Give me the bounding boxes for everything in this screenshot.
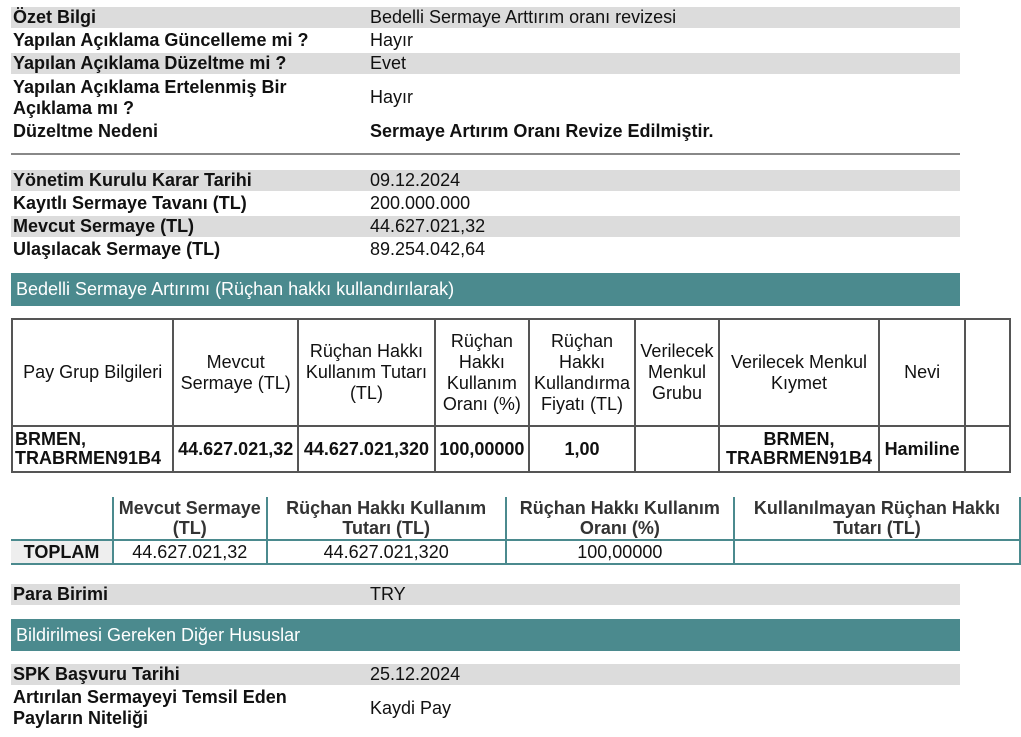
board-row-tavan xyxy=(11,193,960,214)
total-row-label: TOPLAM xyxy=(11,540,113,564)
currency-label: Para Birimi xyxy=(13,584,109,604)
cell-kullanim-tutari: 44.627.021,320 xyxy=(298,426,435,472)
cell-menkul-kiymet: BRMEN, TRABRMEN91B4 xyxy=(719,426,879,472)
other-row-spk xyxy=(11,664,960,685)
currency-row xyxy=(11,584,960,605)
total-cell-kullanim-orani: 100,00000 xyxy=(506,540,734,564)
other-value: 25.12.2024 xyxy=(370,664,461,684)
summary-row-duzeltme xyxy=(11,53,960,74)
summary-label: Yapılan Açıklama Güncelleme mi ? xyxy=(13,30,309,50)
summary-label: Yapılan Açıklama Düzeltme mi ? xyxy=(13,53,287,73)
share-group-table xyxy=(11,318,1011,473)
total-row xyxy=(11,540,1020,564)
total-cell-mevcut: 44.627.021,32 xyxy=(113,540,267,564)
board-label: Yönetim Kurulu Karar Tarihi xyxy=(13,170,252,190)
total-col-header-mevcut: Mevcut Sermaye (TL) xyxy=(113,497,267,540)
summary-row-guncelleme xyxy=(11,30,960,51)
col-header-overflow xyxy=(965,319,1010,426)
summary-row-ozet xyxy=(11,7,960,28)
summary-label-line1: Yapılan Açıklama Ertelenmiş Bir xyxy=(13,77,287,97)
other-row-nitelik xyxy=(11,687,960,731)
total-col-header-kullanim-orani: Rüçhan Hakkı Kullanım Oranı (%) xyxy=(506,497,734,540)
total-header-row xyxy=(11,497,1020,540)
board-value: 200.000.000 xyxy=(370,193,471,213)
col-header-menkul-kiymet: Verilecek Menkul Kıymet xyxy=(719,319,879,426)
col-header-kullanim-orani: Rüçhan Hakkı Kullanım Oranı (%) xyxy=(435,319,529,426)
col-header-kullanim-tutari: Rüçhan Hakkı Kullanım Tutarı (TL) xyxy=(298,319,435,426)
summary-label: Düzeltme Nedeni xyxy=(13,121,159,141)
section-header-bedelli xyxy=(11,273,960,306)
summary-value: Evet xyxy=(370,53,407,73)
cell-nevi: Hamiline xyxy=(879,426,965,472)
table-header-row xyxy=(12,319,1010,426)
other-value: Kaydi Pay xyxy=(370,698,452,718)
table-row xyxy=(12,426,1010,472)
summary-row-ertelenmis xyxy=(11,76,960,120)
other-label-line2: Payların Niteliği xyxy=(13,708,149,728)
cell-kullanim-orani: 100,00000 xyxy=(435,426,529,472)
board-row-mevcut xyxy=(11,216,960,237)
summary-row-neden xyxy=(11,121,960,142)
total-col-header-kullanim-tutari: Rüçhan Hakkı Kullanım Tutarı (TL) xyxy=(267,497,506,540)
summary-value: Hayır xyxy=(370,87,414,107)
other-label-line1: Artırılan Sermayeyi Temsil Eden xyxy=(13,687,287,707)
cell-fiyat: 1,00 xyxy=(529,426,635,472)
section-title: Bildirilmesi Gereken Diğer Hususlar xyxy=(16,624,301,645)
board-value: 09.12.2024 xyxy=(370,170,461,190)
col-header-pay-grup: Pay Grup Bilgileri xyxy=(12,319,173,426)
col-header-fiyat: Rüçhan Hakkı Kullandırma Fiyatı (TL) xyxy=(529,319,635,426)
board-row-karar xyxy=(11,170,960,191)
total-col-header-kullanilmayan: Kullanılmayan Rüçhan Hakkı Tutarı (TL) xyxy=(734,497,1020,540)
cell-overflow xyxy=(965,426,1010,472)
col-header-nevi: Nevi xyxy=(879,319,965,426)
summary-label-line2: Açıklama mı ? xyxy=(13,98,135,118)
cell-pay-grup: BRMEN, TRABRMEN91B4 xyxy=(12,426,173,472)
total-cell-kullanim-tutari: 44.627.021,320 xyxy=(267,540,506,564)
divider xyxy=(11,153,960,155)
cell-mevcut: 44.627.021,32 xyxy=(173,426,298,472)
summary-value: Bedelli Sermaye Arttırım oranı revizesi xyxy=(370,7,677,27)
board-label: Mevcut Sermaye (TL) xyxy=(13,216,195,236)
board-row-ulasilacak xyxy=(11,239,960,260)
section-title: Bedelli Sermaye Artırımı (Rüçhan hakkı kullandırılarak) xyxy=(16,279,455,299)
summary-value: Hayır xyxy=(370,30,414,50)
board-label: Kayıtlı Sermaye Tavanı (TL) xyxy=(13,193,247,213)
board-value: 44.627.021,32 xyxy=(370,216,486,236)
summary-value: Sermaye Artırım Oranı Revize Edilmiştir. xyxy=(370,121,714,141)
total-cell-kullanilmayan xyxy=(734,540,1020,564)
other-label: SPK Başvuru Tarihi xyxy=(13,664,180,684)
col-header-menkul-grubu: Verilecek Menkul Grubu xyxy=(635,319,719,426)
board-label: Ulaşılacak Sermaye (TL) xyxy=(13,239,221,259)
board-value: 89.254.042,64 xyxy=(370,239,486,259)
section-header-diger xyxy=(11,619,960,651)
total-header-empty xyxy=(11,497,113,540)
summary-label: Özet Bilgi xyxy=(13,7,97,27)
total-table xyxy=(11,497,1021,565)
currency-value: TRY xyxy=(370,584,406,604)
cell-menkul-grubu xyxy=(635,426,719,472)
col-header-mevcut: Mevcut Sermaye (TL) xyxy=(173,319,298,426)
